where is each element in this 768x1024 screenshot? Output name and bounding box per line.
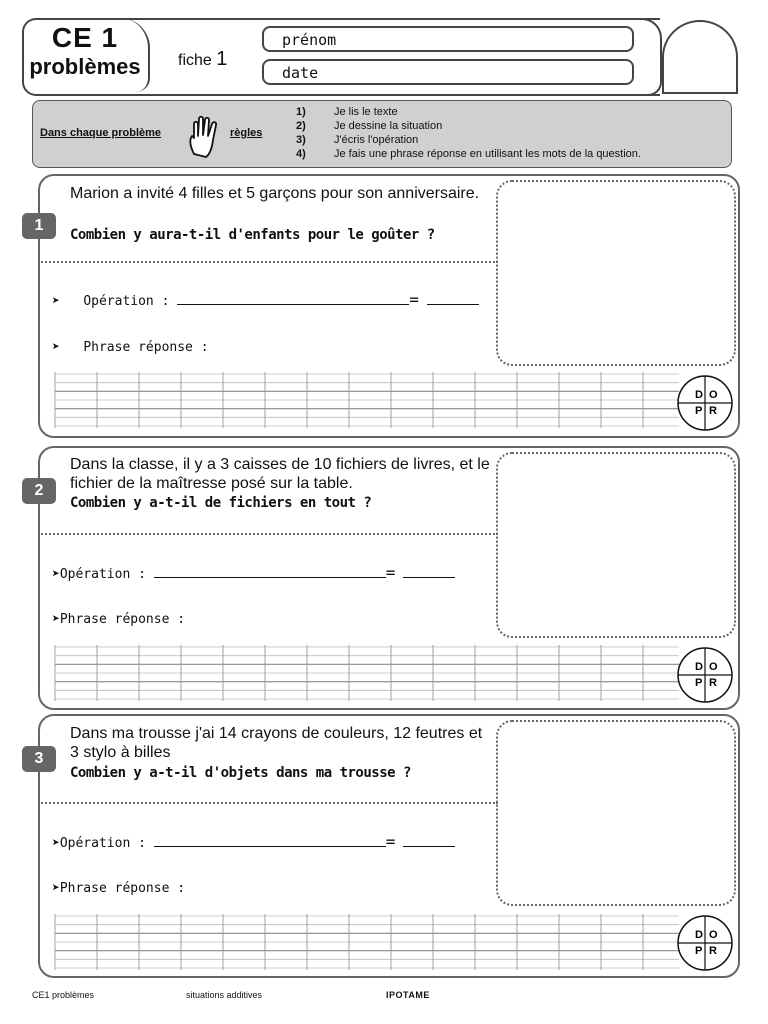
rule-text: Je lis le texte xyxy=(334,106,398,118)
rule-number: 3) xyxy=(296,134,306,146)
title-subject: problèmes xyxy=(29,54,141,79)
dopr-o: O xyxy=(709,661,718,673)
answer-label: Phrase réponse : xyxy=(59,881,186,896)
drawing-area[interactable] xyxy=(496,720,736,906)
dopr-p: P xyxy=(695,677,703,689)
header-tab-end xyxy=(636,18,662,96)
dopr-d: D xyxy=(695,661,703,673)
equals-sign: = xyxy=(385,832,396,851)
writing-grid[interactable] xyxy=(52,914,682,970)
operation-label: Opération : xyxy=(59,836,146,851)
name-field[interactable]: prénom xyxy=(262,26,634,52)
dopr-r: R xyxy=(709,405,717,417)
dopr-o: O xyxy=(709,929,718,941)
footer-middle: situations additives xyxy=(186,990,263,1000)
dopr-p: P xyxy=(695,405,703,417)
operation-row xyxy=(52,290,479,309)
dopr-circle xyxy=(676,914,734,972)
bullet-arrow-icon: ➤ xyxy=(52,612,60,627)
date-field[interactable]: date xyxy=(262,59,634,85)
operation-row xyxy=(52,832,455,851)
drawing-area[interactable] xyxy=(496,452,736,638)
problem-text: Marion a invité 4 filles et 5 garçons pour son anniversaire. xyxy=(70,185,480,202)
writing-grid[interactable] xyxy=(52,645,682,701)
problem-text: Dans ma trousse j'ai 14 crayons de couleurs, 12 feutres et 3 stylo à billes xyxy=(70,725,483,761)
dotted-separator xyxy=(38,533,498,535)
dotted-separator xyxy=(38,802,498,804)
rule-text: Je fais une phrase réponse en utilisant les mots de la question. xyxy=(334,148,641,160)
bullet-arrow-icon: ➤ xyxy=(52,294,60,309)
dopr-circle xyxy=(676,374,734,432)
dopr-circle xyxy=(676,646,734,704)
result-blank[interactable] xyxy=(427,304,479,305)
dopr-d: D xyxy=(695,929,703,941)
fiche-number: 1 xyxy=(216,48,228,70)
operation-label: Opération : xyxy=(59,567,146,582)
operation-label: Opération : xyxy=(83,294,170,309)
answer-label: Phrase réponse : xyxy=(83,340,209,355)
answer-row xyxy=(52,612,185,627)
rule-text: Je dessine la situation xyxy=(334,120,443,132)
answer-row xyxy=(52,340,209,355)
rules-left-label: Dans chaque problème xyxy=(40,127,162,139)
equals-sign: = xyxy=(385,563,396,582)
operation-blank[interactable] xyxy=(177,304,409,305)
title-level: CE 1 xyxy=(51,22,119,53)
bullet-arrow-icon: ➤ xyxy=(52,567,60,582)
dopr-o: O xyxy=(709,389,718,401)
equals-sign: = xyxy=(409,290,419,309)
dopr-r: R xyxy=(709,677,717,689)
fiche-label xyxy=(178,48,227,71)
dotted-separator xyxy=(38,261,498,263)
rule-number: 4) xyxy=(296,148,306,160)
rule-number: 2) xyxy=(296,120,306,132)
problem-question: Combien y a-t-il d'objets dans ma trousse ? xyxy=(70,765,411,781)
bullet-arrow-icon: ➤ xyxy=(52,881,60,896)
dopr-d: D xyxy=(695,389,703,401)
problem-question: Combien y aura-t-il d'enfants pour le goûter ? xyxy=(70,227,435,243)
rule-text: J'écris l'opération xyxy=(334,134,419,146)
result-blank[interactable] xyxy=(403,846,455,847)
rules-right-label: règles xyxy=(230,127,263,139)
problem-question: Combien y a-t-il de fichiers en tout ? xyxy=(70,495,372,511)
hand-four-fingers-icon xyxy=(186,114,224,160)
footer-left: CE1 problèmes xyxy=(32,990,95,1000)
dopr-r: R xyxy=(709,945,717,957)
footer-logo: IPOTAME xyxy=(386,990,430,1000)
fiche-word: fiche xyxy=(178,52,212,69)
bullet-arrow-icon: ➤ xyxy=(52,340,60,355)
problem-number-badge: 3 xyxy=(22,746,56,772)
writing-grid[interactable] xyxy=(52,372,682,428)
drawing-area[interactable] xyxy=(496,180,736,366)
rule-number: 1) xyxy=(296,106,306,118)
result-blank[interactable] xyxy=(403,577,455,578)
operation-blank[interactable] xyxy=(154,577,386,578)
operation-blank[interactable] xyxy=(154,846,386,847)
grade-circle[interactable] xyxy=(662,20,738,94)
dopr-p: P xyxy=(695,945,703,957)
answer-row xyxy=(52,881,185,896)
operation-row xyxy=(52,563,455,582)
problem-number-badge: 2 xyxy=(22,478,56,504)
problem-text: Dans la classe, il y a 3 caisses de 10 fichiers de livres, et le fichier de la maîtresse posé sur la table. xyxy=(70,456,490,492)
problem-number-badge: 1 xyxy=(22,213,56,239)
answer-label: Phrase réponse : xyxy=(59,612,186,627)
bullet-arrow-icon: ➤ xyxy=(52,836,60,851)
